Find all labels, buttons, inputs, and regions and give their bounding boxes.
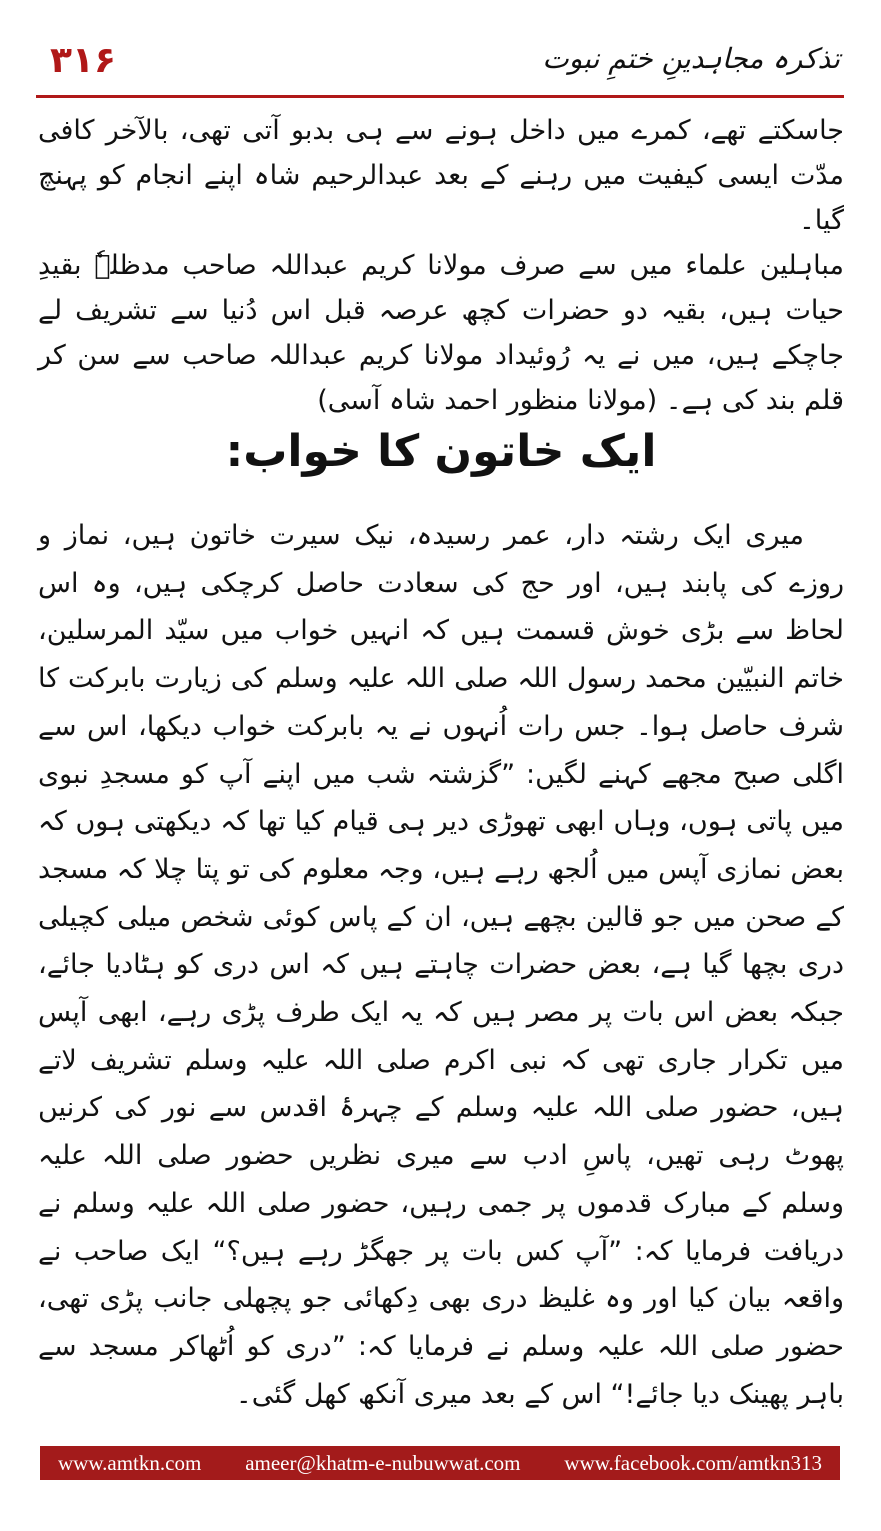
paragraph-text: مباہلین علماء میں سے صرف مولانا کریم عبداللہ صاحب مدظلہٗ بقیدِ حیات ہیں، بقیہ دو حضرات کچھ عرصہ قبل اس دُنیا سے تشریف لے جاچکے ہیں، میں نے یہ رُوئیداد مولانا کریم عبداللہ صاحب سے سن کر قلم بند کی ہے۔ (38, 250, 844, 416)
page-number: ۳۱۶ (50, 40, 116, 81)
paragraph: جاسکتے تھے، کمرے میں داخل ہونے سے ہی بدبو آتی تھی، بالآخر کافی مدّت ایسی کیفیت میں رہنے کے بعد عبدالرحیم شاہ اپنے انجام کو پہنچ گیا۔ (38, 115, 844, 236)
facebook-link[interactable]: www.facebook.com/amtkn313 (564, 1450, 822, 1475)
page-header (36, 34, 844, 98)
paragraph: میری ایک رشتہ دار، عمر رسیدہ، نیک سیرت خاتون ہیں، نماز و روزے کی پابند ہیں، اور حج کی سعادت حاصل کرچکی ہیں، وہ اس لحاظ سے بڑی خوش قسمت ہیں کہ انہیں خواب میں سیّد المرسلین، خاتم النبیّین محمد رسول اللہ صلی اللہ علیہ وسلم کی زیارت بابرکت کا شرف حاصل ہوا۔ جس رات اُنہوں نے یہ بابرکت خواب دیکھا، اس سے اگلی صبح مجھے کہنے لگیں: ”گزشتہ شب میں اپنے آپ کو مسجدِ نبوی میں پاتی ہوں، وہاں ابھی تھوڑی دیر ہی قیام کیا تھا کہ دیکھتی ہوں کہ بعض نمازی آپس میں اُلجھ رہے ہیں، وجہ معلوم کی تو پتا چلا کہ مسجد کے صحن میں جو قالین بچھے ہیں، ان کے پاس کوئی شخص میلی کچیلی دری بچھا گیا ہے، بعض حضرات چاہتے ہیں کہ اس دری کو ہٹادیا جائے، جبکہ بعض اس بات پر مصر ہیں کہ یہ ایک طرف پڑی رہے، ابھی آپس میں تکرار جاری تھی کہ نبی اکرم صلی اللہ علیہ وسلم تشریف لاتے ہیں، حضور صلی اللہ علیہ وسلم کے چہرۂ اقدس سے نور کی کرنیں پھوٹ رہی تھیں، پاسِ ادب سے میری نظریں حضور صلی اللہ علیہ وسلم کے مبارک قدموں پر جمی رہیں، حضور صلی اللہ علیہ وسلم نے دریافت فرمایا کہ: ”آپ کس بات پر جھگڑ رہے ہیں؟“ ایک صاحب نے واقعہ بیان کیا اور وہ غلیظ دری بھی دِکھائی جو پچھلی جانب پڑی تھی، حضور صلی اللہ علیہ وسلم نے فرمایا کہ: ”دری کو اُٹھاکر مسجد سے باہر پھینک دیا جائے!“ اس کے بعد میری آنکھ کھل گئی۔ (38, 520, 844, 1410)
attribution: (مولانا منظور احمد شاہ آسی) (317, 385, 658, 416)
section-body (38, 512, 844, 1418)
section-heading: ایک خاتون کا خواب: (225, 426, 657, 477)
email-link[interactable]: ameer@khatm-e-nubuwwat.com (245, 1450, 521, 1475)
running-title: تذکرہ مجاہدینِ ختمِ نبوت (542, 42, 840, 75)
intro-text (38, 108, 844, 423)
paragraph (38, 243, 844, 423)
website-link[interactable]: www.amtkn.com (58, 1450, 202, 1475)
page-footer (40, 1446, 840, 1480)
